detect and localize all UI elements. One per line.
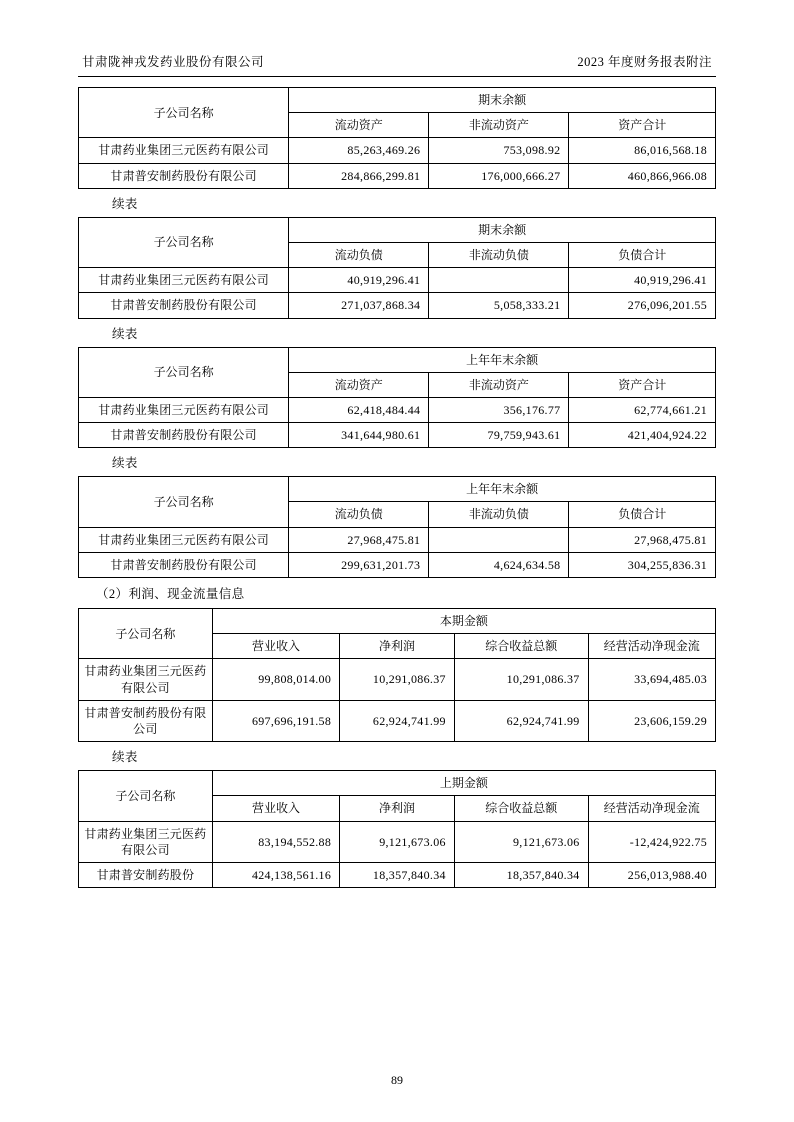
col-header-subsidiary-name: 子公司名称 [79,477,289,527]
col-header-2: 非流动负债 [429,502,569,527]
cell-value: 256,013,988.40 [588,862,715,887]
col-header-3: 资产合计 [569,113,716,138]
col-header-subsidiary-name: 子公司名称 [79,217,289,267]
row-label: 甘肃药业集团三元医药有限公司 [79,659,213,700]
table-row [79,138,716,163]
col-header-3: 资产合计 [569,372,716,397]
assets-period-end-table [78,87,716,189]
col-header-2: 非流动资产 [429,113,569,138]
table-block-1 [78,87,716,189]
cell-value: 176,000,666.27 [429,163,569,188]
header-company-name: 甘肃陇神戎发药业股份有限公司 [82,55,265,69]
cell-value: 79,759,943.61 [429,423,569,448]
row-label: 甘肃药业集团三元医药有限公司 [79,397,289,422]
table-row [79,163,716,188]
table-header-row [79,771,716,796]
continued-label-3: 续表 [112,456,138,471]
cell-value: 18,357,840.34 [454,862,588,887]
section-heading-profit-cashflow: （2）利润、现金流量信息 [96,587,245,601]
cell-value: 40,919,296.41 [289,268,429,293]
col-header-3: 综合收益总额 [454,796,588,821]
cell-value: 341,644,980.61 [289,423,429,448]
cell-value: 421,404,924.22 [569,423,716,448]
cell-value: 284,866,299.81 [289,163,429,188]
col-group-header: 期末余额 [289,217,716,242]
cell-value: 9,121,673.06 [340,821,455,862]
table-row [79,862,716,887]
row-label: 甘肃药业集团三元医药有限公司 [79,821,213,862]
table-row [79,659,716,700]
table-block-4 [78,476,716,578]
table-header-row [79,347,716,372]
cell-value [429,527,569,552]
cell-value: 27,968,475.81 [569,527,716,552]
liabilities-prior-year-end-table [78,476,716,578]
row-label: 甘肃普安制药股份有限公司 [79,293,289,318]
col-group-header: 上年年末余额 [289,347,716,372]
cell-value: 40,919,296.41 [569,268,716,293]
cell-value: 27,968,475.81 [289,527,429,552]
cell-value: 86,016,568.18 [569,138,716,163]
cell-value: 83,194,552.88 [212,821,339,862]
cell-value: 62,418,484.44 [289,397,429,422]
cell-value: 271,037,868.34 [289,293,429,318]
col-group-header: 上年年末余额 [289,477,716,502]
header-divider [78,76,716,77]
table-block-3 [78,347,716,449]
col-header-1: 营业收入 [212,634,339,659]
cell-value: 9,121,673.06 [454,821,588,862]
continued-label-1: 续表 [112,196,138,211]
cell-value: 10,291,086.37 [340,659,455,700]
cell-value: 697,696,191.58 [212,700,339,741]
col-header-3: 负债合计 [569,242,716,267]
row-label: 甘肃普安制药股份 [79,862,213,887]
row-label: 甘肃药业集团三元医药有限公司 [79,138,289,163]
col-group-header: 期末余额 [289,88,716,113]
cell-value: 33,694,485.03 [588,659,715,700]
table-block-6 [78,770,716,888]
cell-value: -12,424,922.75 [588,821,715,862]
row-label: 甘肃普安制药股份有限公司 [79,552,289,577]
col-header-1: 流动资产 [289,113,429,138]
col-header-2: 非流动负债 [429,242,569,267]
row-label: 甘肃药业集团三元医药有限公司 [79,527,289,552]
cell-value: 424,138,561.16 [212,862,339,887]
col-header-subsidiary-name: 子公司名称 [79,609,213,659]
cell-value: 4,624,634.58 [429,552,569,577]
cell-value [429,268,569,293]
col-header-2: 非流动资产 [429,372,569,397]
col-header-subsidiary-name: 子公司名称 [79,347,289,397]
cell-value: 23,606,159.29 [588,700,715,741]
col-header-subsidiary-name: 子公司名称 [79,771,213,821]
col-header-1: 营业收入 [212,796,339,821]
table-row [79,268,716,293]
liabilities-period-end-table [78,217,716,319]
row-label: 甘肃普安制药股份有限公司 [79,163,289,188]
table-row [79,821,716,862]
col-header-1: 流动负债 [289,502,429,527]
cell-value: 99,808,014.00 [212,659,339,700]
cell-value: 10,291,086.37 [454,659,588,700]
col-header-4: 经营活动净现金流 [588,796,715,821]
col-header-2: 净利润 [340,634,455,659]
profit-current-period-table [78,608,716,742]
profit-prior-period-table [78,770,716,888]
col-header-4: 经营活动净现金流 [588,634,715,659]
table-row [79,527,716,552]
col-header-1: 流动负债 [289,242,429,267]
table-row [79,700,716,741]
continued-label-4: 续表 [112,750,138,765]
cell-value: 62,924,741.99 [454,700,588,741]
cell-value: 753,098.92 [429,138,569,163]
assets-prior-year-end-table [78,347,716,449]
table-row [79,293,716,318]
cell-value: 62,774,661.21 [569,397,716,422]
table-header-row [79,88,716,113]
table-block-5 [78,608,716,742]
cell-value: 304,255,836.31 [569,552,716,577]
col-header-3: 综合收益总额 [454,634,588,659]
table-header-row [79,477,716,502]
header-document-title: 2023 年度财务报表附注 [577,55,712,69]
cell-value: 5,058,333.21 [429,293,569,318]
row-label: 甘肃药业集团三元医药有限公司 [79,268,289,293]
col-header-1: 流动资产 [289,372,429,397]
table-row [79,423,716,448]
col-group-header: 上期金额 [212,771,715,796]
cell-value: 85,263,469.26 [289,138,429,163]
continued-label-2: 续表 [112,326,138,341]
table-block-2 [78,217,716,319]
cell-value: 299,631,201.73 [289,552,429,577]
cell-value: 62,924,741.99 [340,700,455,741]
cell-value: 18,357,840.34 [340,862,455,887]
col-header-2: 净利润 [340,796,455,821]
col-header-subsidiary-name: 子公司名称 [79,88,289,138]
cell-value: 356,176.77 [429,397,569,422]
page-number: 89 [391,1073,403,1087]
page-header [78,52,716,76]
table-row [79,397,716,422]
col-header-3: 负债合计 [569,502,716,527]
table-header-row [79,609,716,634]
row-label: 甘肃普安制药股份有限公司 [79,423,289,448]
table-header-row [79,217,716,242]
cell-value: 276,096,201.55 [569,293,716,318]
table-row [79,552,716,577]
row-label: 甘肃普安制药股份有限公司 [79,700,213,741]
cell-value: 460,866,966.08 [569,163,716,188]
col-group-header: 本期金额 [212,609,715,634]
